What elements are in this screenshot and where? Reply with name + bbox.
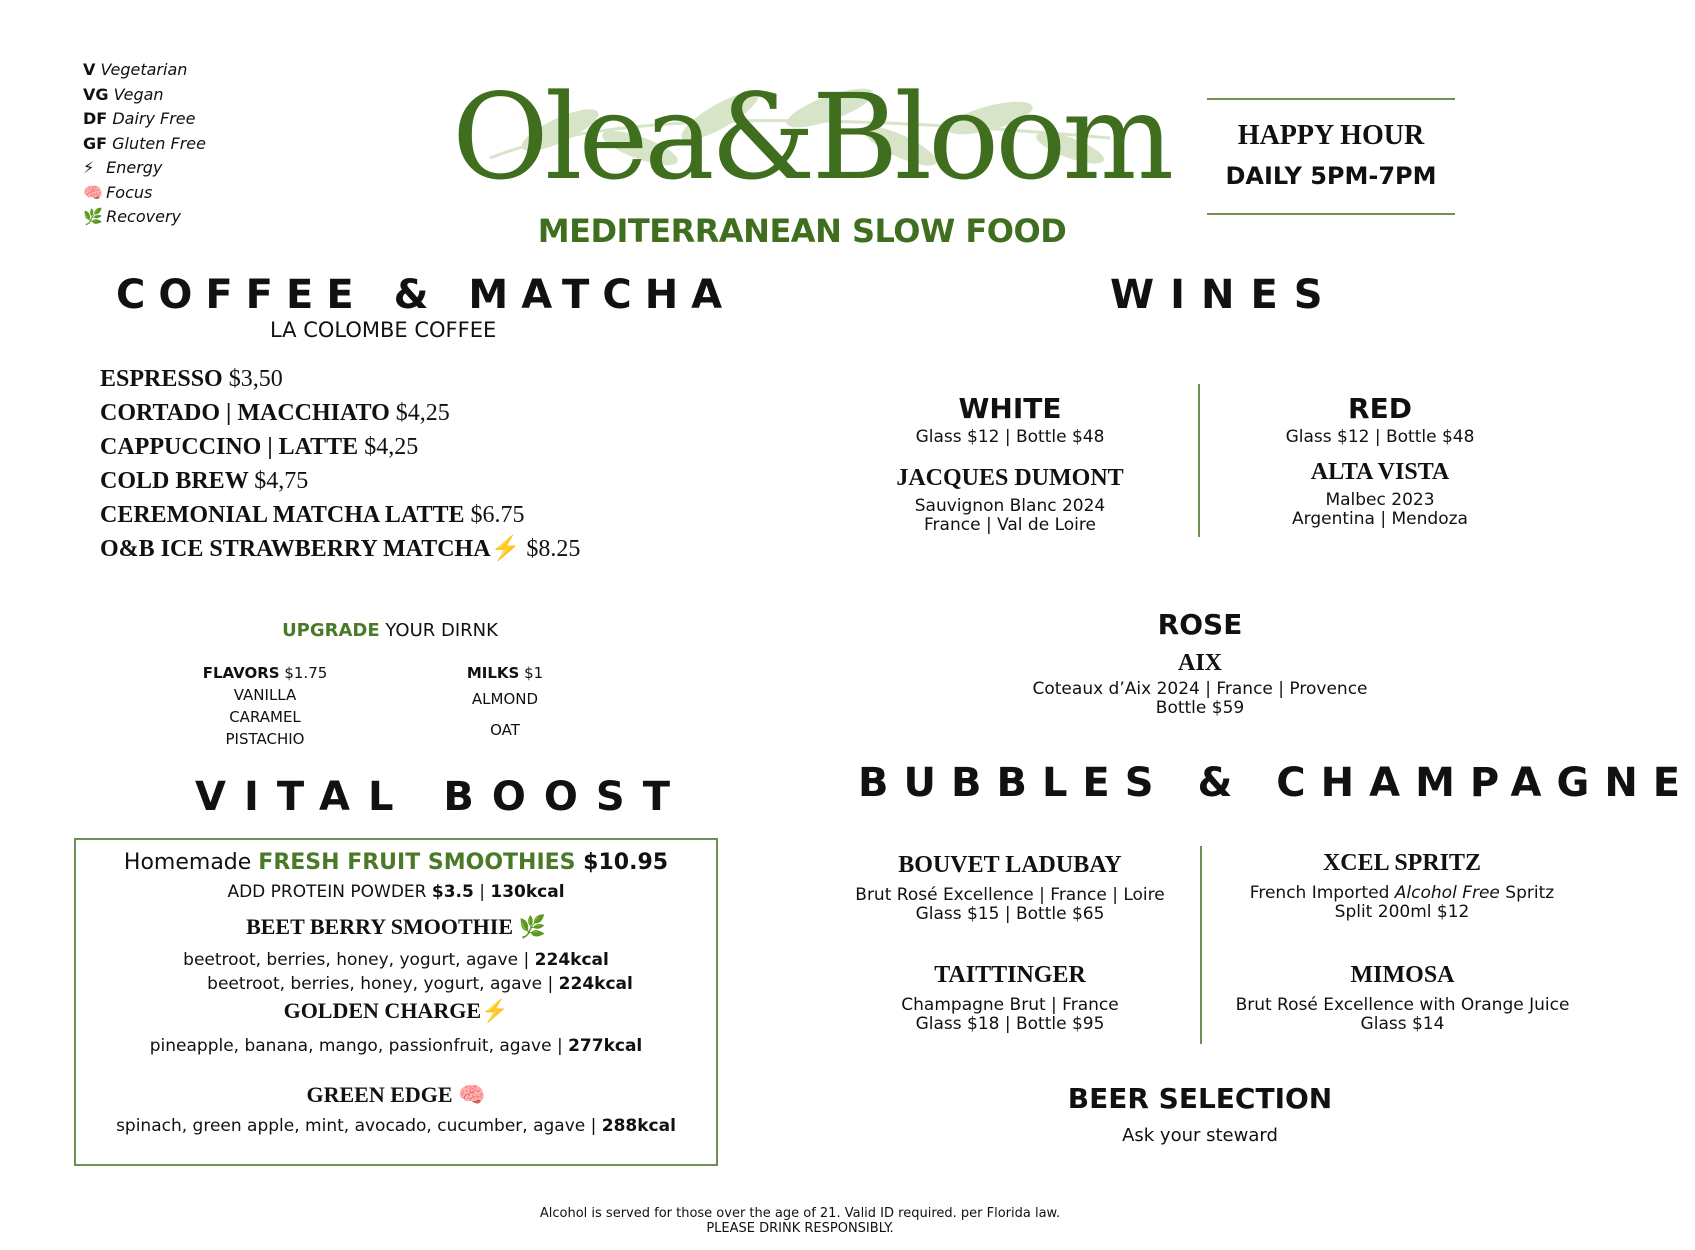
list-item: ESPRESSO $3,50 [100, 366, 283, 392]
bubbles-champagne-heading: BUBBLES & CHAMPAGNE [858, 760, 1695, 806]
happy-hour-title: HAPPY HOUR [1237, 120, 1425, 151]
list-item: CAPPUCCINO | LATTE $4,25 [100, 434, 419, 460]
bubbles-item: XCEL SPRITZ French Imported Alcohol Free Spritz Split 200ml $12 [1249, 850, 1555, 922]
red-wine-column: RED Glass $12 | Bottle $48 ALTA VISTA Malbec 2023 Argentina | Mendoza [1285, 392, 1475, 529]
flavors-column: FLAVORS $1.75 VANILLA CARAMEL PISTACHIO [202, 664, 328, 748]
happy-hour-top-rule [1207, 98, 1455, 100]
legend-item-gluten-free: GF Gluten Free [83, 133, 206, 153]
list-item: COLD BREW $4,75 [100, 468, 309, 494]
smoothie-description-duplicate: beetroot, berries, honey, yogurt, agave | 224kcal [207, 974, 633, 994]
legend-item-energy: ⚡ Energy [83, 156, 206, 181]
smoothie-name: GOLDEN CHARGE⚡ [283, 998, 509, 1023]
smoothie-description: beetroot, berries, honey, yogurt, agave | 224kcal [183, 950, 609, 970]
wine-divider [1198, 384, 1200, 537]
list-item: CEREMONIAL MATCHA LATTE $6.75 [100, 502, 525, 528]
protein-addon: ADD PROTEIN POWDER $3.5 | 130kcal [227, 882, 565, 902]
smoothie-name: BEET BERRY SMOOTHIE 🌿 [246, 914, 546, 939]
list-item: CORTADO | MACCHIATO $4,25 [100, 400, 450, 426]
brain-icon: 🧠 [458, 1082, 486, 1107]
smoothie-name: GREEN EDGE 🧠 [306, 1082, 486, 1107]
legend-item-recovery: 🌿 Recovery [83, 205, 206, 230]
legal-footer: Alcohol is served for those over the age of 21. Valid ID required. per Florida law. PLEASE DRINK RESPONSIBLY. [539, 1206, 1061, 1236]
legend-item-focus: 🧠 Focus [83, 181, 206, 206]
smoothie-description: pineapple, banana, mango, passionfruit, agave | 277kcal [149, 1036, 643, 1056]
herb-icon: 🌿 [83, 207, 103, 226]
herb-icon: 🌿 [518, 914, 546, 939]
legend-item-vegan: VG Vegan [83, 84, 164, 104]
happy-hour-time: DAILY 5PM-7PM [1225, 162, 1437, 190]
smoothie-description: spinach, green apple, mint, avocado, cucumber, agave | 288kcal [116, 1116, 676, 1136]
brand-tagline: MEDITERRANEAN SLOW FOOD [537, 212, 1067, 250]
bubbles-item: MIMOSA Brut Rosé Excellence with Orange Juice Glass $14 [1235, 962, 1570, 1034]
bubbles-divider [1200, 846, 1202, 1044]
coffee-list [100, 362, 580, 566]
coffee-subheading: LA COLOMBE COFFEE [270, 318, 497, 342]
lightning-icon: ⚡ [490, 536, 521, 562]
upgrade-title: UPGRADE YOUR DIRNK [282, 620, 498, 641]
rose-wine-section: ROSE AIX Coteaux d’Aix 2024 | France | Provence Bottle $59 [1032, 608, 1368, 718]
vital-boost-heading: VITAL BOOST [195, 774, 688, 820]
legend-item-dairy-free: DF Dairy Free [83, 109, 196, 128]
lightning-icon: ⚡ [83, 158, 95, 177]
smoothies-box [74, 838, 718, 1166]
smoothies-intro: Homemade FRESH FRUIT SMOOTHIES $10.95 [123, 850, 669, 875]
white-wine-column: WHITE Glass $12 | Bottle $48 JACQUES DUMONT Sauvignon Blanc 2024 France | Val de Loire [896, 392, 1124, 535]
brain-icon: 🧠 [83, 182, 103, 202]
happy-hour-bottom-rule [1207, 213, 1455, 215]
milks-column: MILKS $1 ALMOND OAT [466, 664, 544, 739]
lightning-icon: ⚡ [481, 998, 509, 1023]
legend-item-vegetarian: V Vegetarian [83, 60, 188, 79]
coffee-matcha-heading: COFFEE & MATCHA [116, 272, 736, 318]
wines-heading: WINES [1110, 272, 1339, 318]
brand-logo: Olea&Bloom [452, 68, 1171, 206]
dietary-legend [83, 58, 206, 230]
beer-section: BEER SELECTION Ask your steward [1067, 1082, 1333, 1146]
list-item: O&B ICE STRAWBERRY MATCHA⚡ $8.25 [100, 536, 581, 562]
bubbles-item: BOUVET LADUBAY Brut Rosé Excellence | France | Loire Glass $15 | Bottle $65 [855, 852, 1165, 924]
bubbles-item: TAITTINGER Champagne Brut | France Glass $18 | Bottle $95 [901, 962, 1119, 1034]
